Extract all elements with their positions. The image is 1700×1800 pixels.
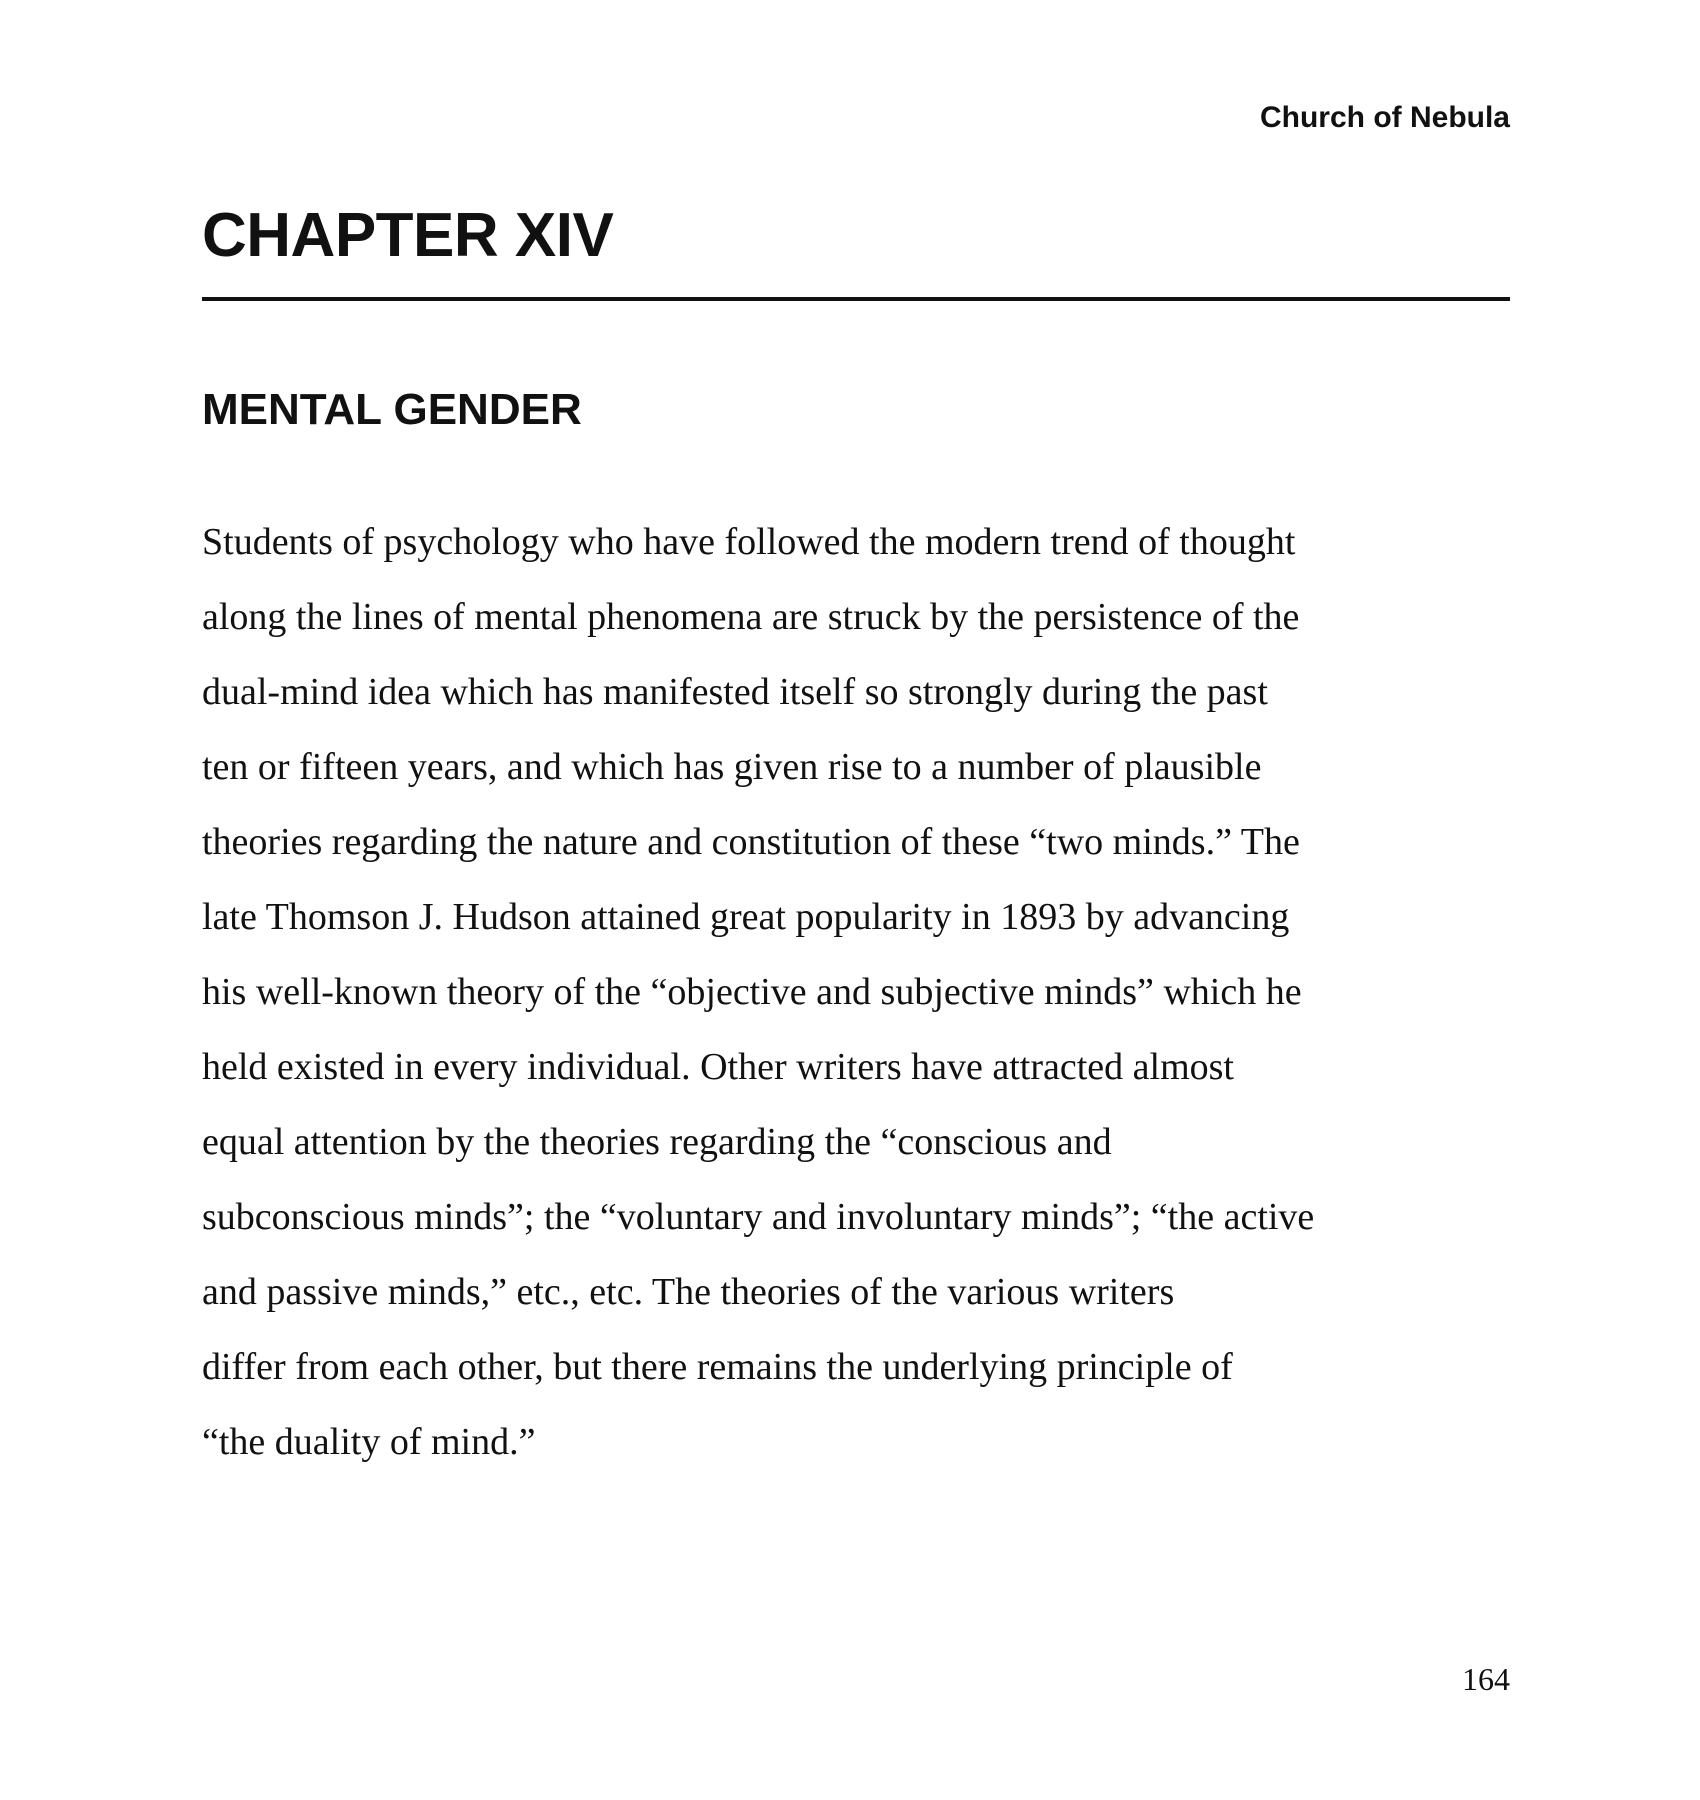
body-line: and passive minds,” etc., etc. The theories of the various writers (202, 1271, 1175, 1313)
body-line: theories regarding the nature and constitution of these “two minds.” The (202, 821, 1300, 863)
running-header-title: Church of Nebula (1259, 101, 1510, 134)
body-line: equal attention by the theories regarding the “conscious and (202, 1121, 1112, 1163)
chapter-title: CHAPTER XIV (202, 201, 614, 270)
body-line: dual-mind idea which has manifested itself so strongly during the past (202, 671, 1268, 713)
body-line: ten or fifteen years, and which has given rise to a number of plausible (202, 746, 1262, 788)
body-line: “the duality of mind.” (202, 1421, 536, 1463)
body-paragraph (202, 505, 1522, 1480)
body-line: Students of psychology who have followed the modern trend of thought (202, 521, 1296, 563)
chapter-divider (202, 297, 1510, 301)
body-line: along the lines of mental phenomena are struck by the persistence of the (202, 596, 1300, 638)
body-line: his well-known theory of the “objective and subjective minds” which he (202, 971, 1302, 1013)
body-line: late Thomson J. Hudson attained great popularity in 1893 by advancing (202, 896, 1290, 938)
body-line: subconscious minds”; the “voluntary and involuntary minds”; “the active (202, 1196, 1315, 1238)
page-number: 164 (1462, 1661, 1510, 1697)
section-title: MENTAL GENDER (202, 385, 582, 434)
body-line: differ from each other, but there remains the underlying principle of (202, 1346, 1233, 1388)
body-line: held existed in every individual. Other writers have attracted almost (202, 1046, 1234, 1088)
